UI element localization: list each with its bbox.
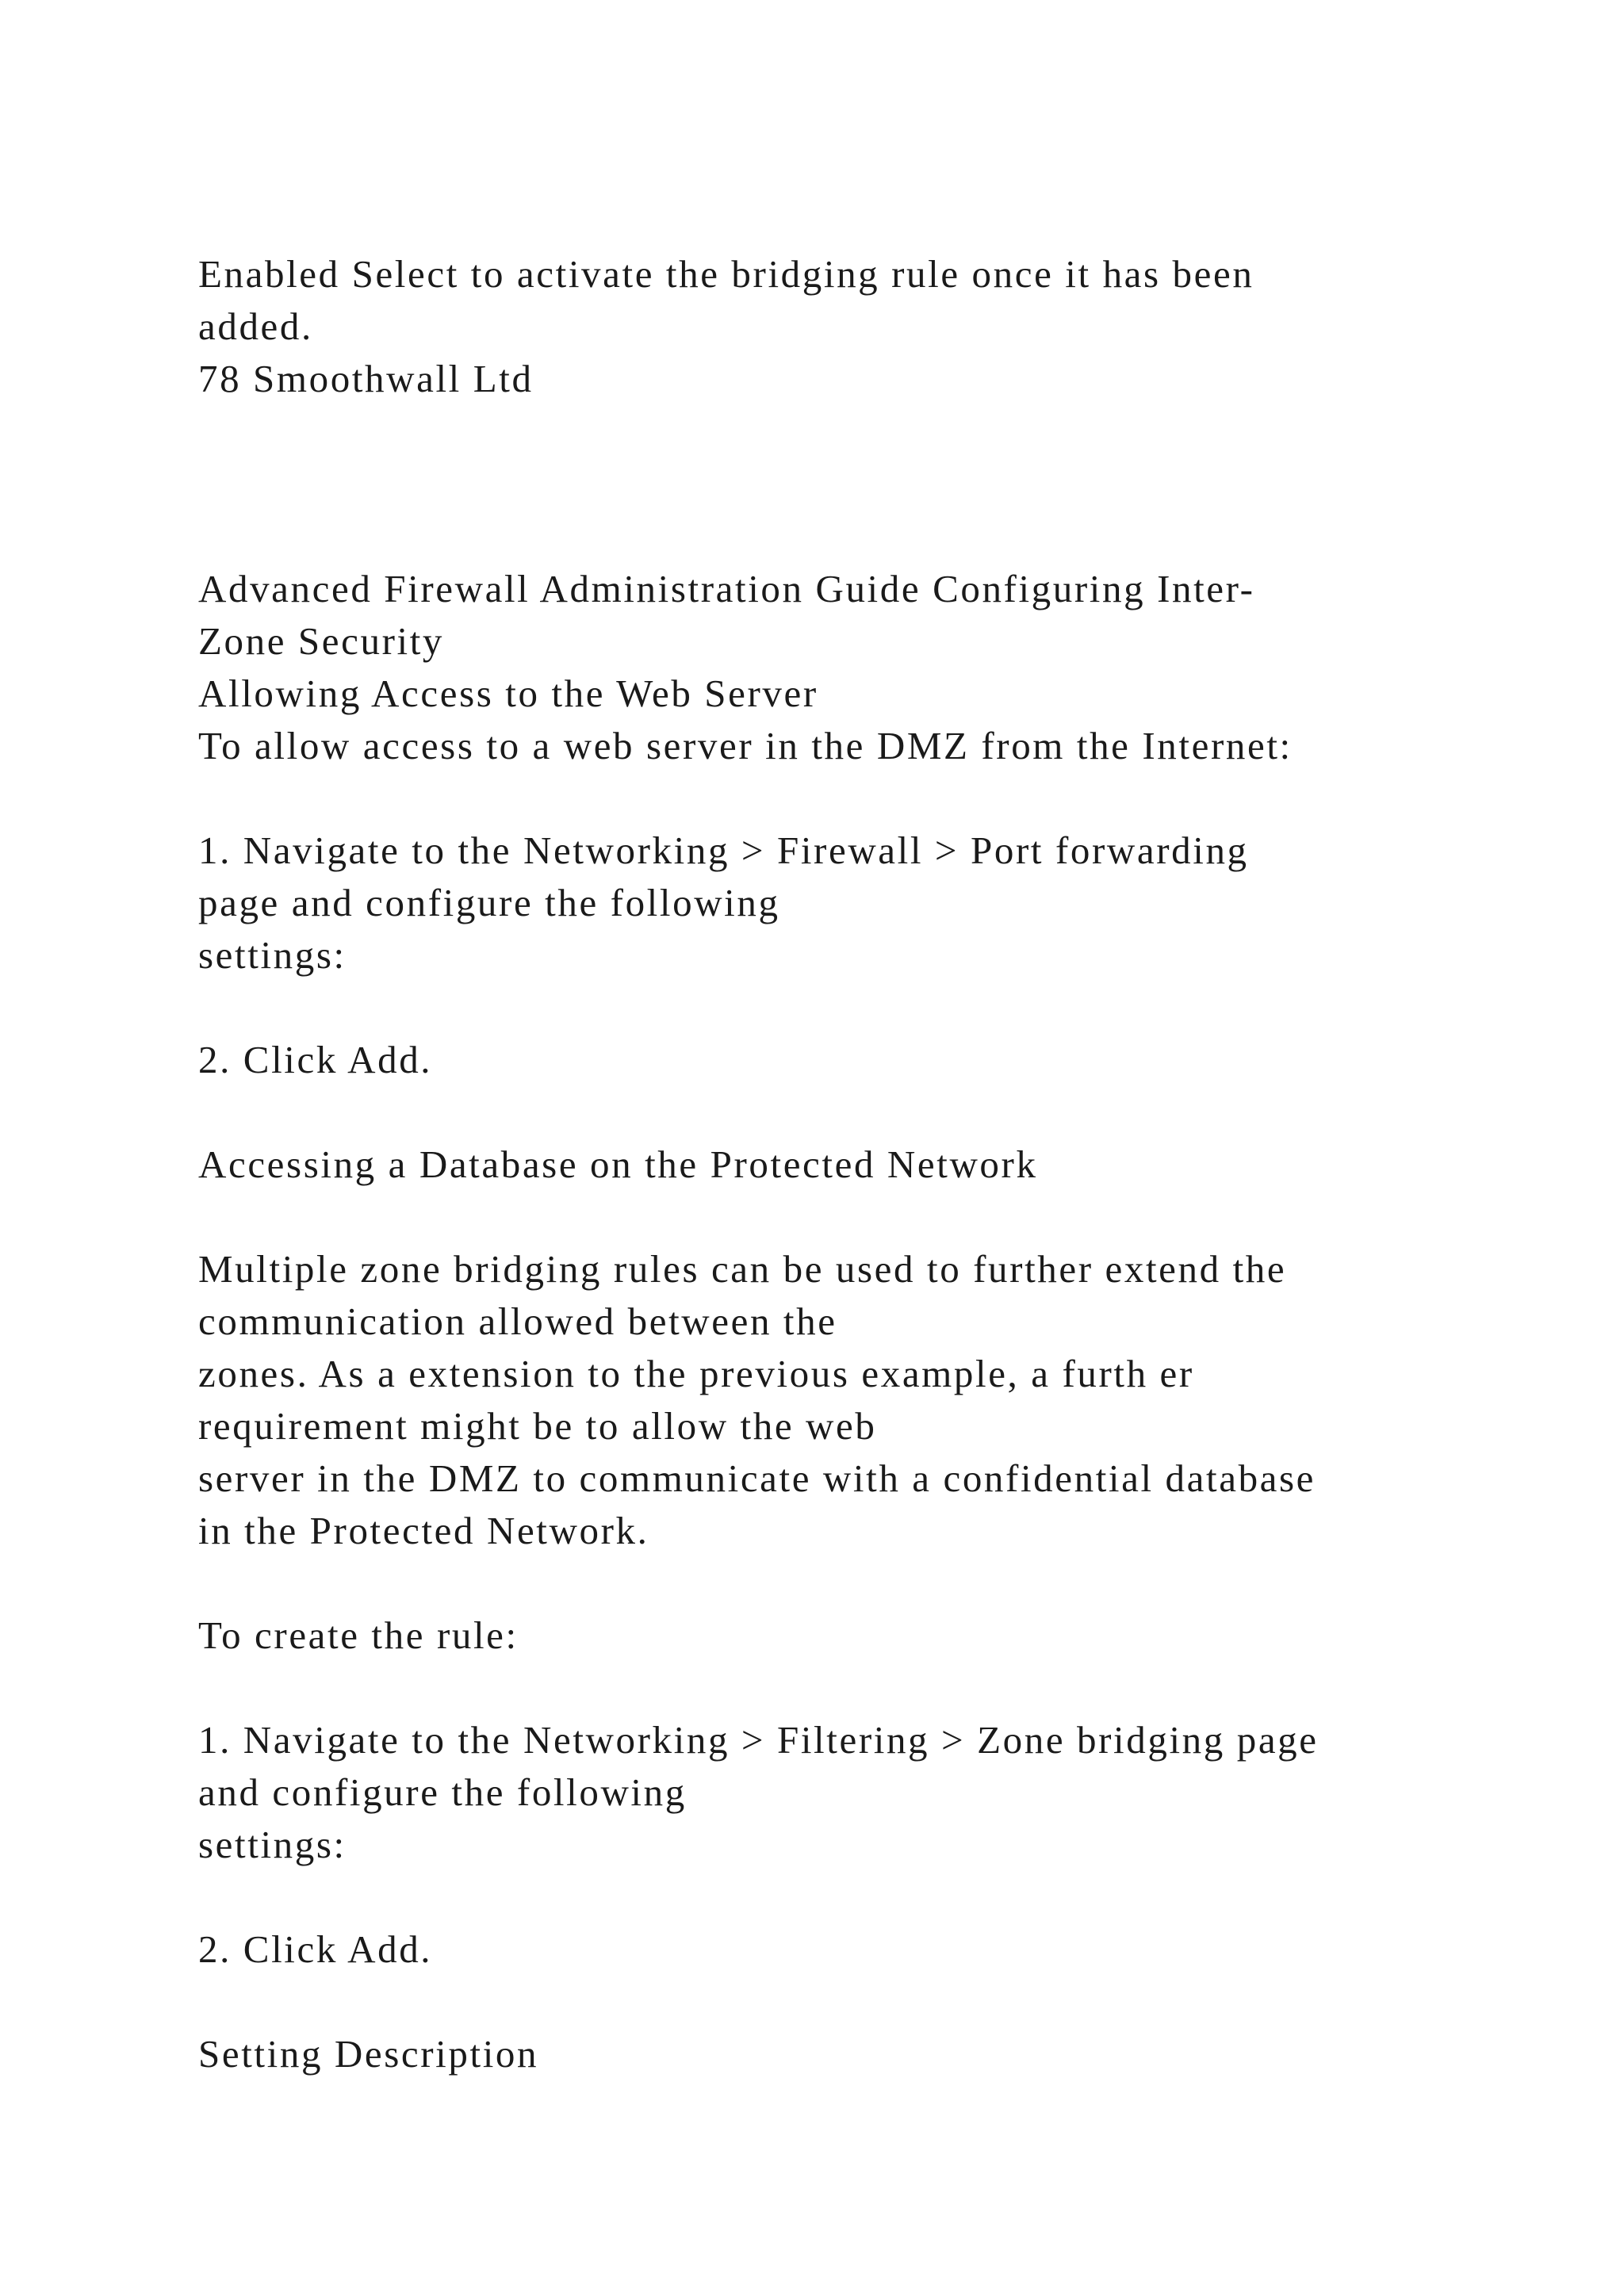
text-line: in the Protected Network. <box>198 1509 649 1552</box>
section-heading: Allowing Access to the Web Server <box>198 672 818 715</box>
text-line: Multiple zone bridging rules can be used to further extend the <box>198 1247 1287 1291</box>
table-header-text: Setting Description <box>198 2032 539 2076</box>
header-text: Zone Security <box>198 619 445 663</box>
step-text: 1. Navigate to the Networking > Filtering > Zone bridging page <box>198 1718 1319 1762</box>
footer-text: 78 Smoothwall Ltd <box>198 357 534 400</box>
step-text: settings: <box>198 1823 347 1866</box>
text-line: zones. As a extension to the previous example, a furth er <box>198 1352 1194 1395</box>
text-line: added. <box>198 304 313 348</box>
step-text: 2. Click Add. <box>198 1038 433 1081</box>
section-heading: Accessing a Database on the Protected Network <box>198 1142 1038 1186</box>
step-text: 2. Click Add. <box>198 1927 433 1971</box>
text-line: communication allowed between the <box>198 1299 837 1343</box>
step-text: and configure the following <box>198 1770 687 1814</box>
text-line: To allow access to a web server in the DMZ from the Internet: <box>198 724 1293 767</box>
text-line: requirement might be to allow the web <box>198 1404 877 1448</box>
text-line: Enabled Select to activate the bridging rule once it has been <box>198 252 1254 296</box>
text-line: server in the DMZ to communicate with a confidential database <box>198 1456 1316 1500</box>
step-text: page and configure the following <box>198 881 780 924</box>
header-text: Advanced Firewall Administration Guide Configuring Inter- <box>198 567 1255 610</box>
step-text: 1. Navigate to the Networking > Firewall > Port forwarding <box>198 828 1249 872</box>
step-text: settings: <box>198 933 347 977</box>
text-line: To create the rule: <box>198 1613 519 1657</box>
